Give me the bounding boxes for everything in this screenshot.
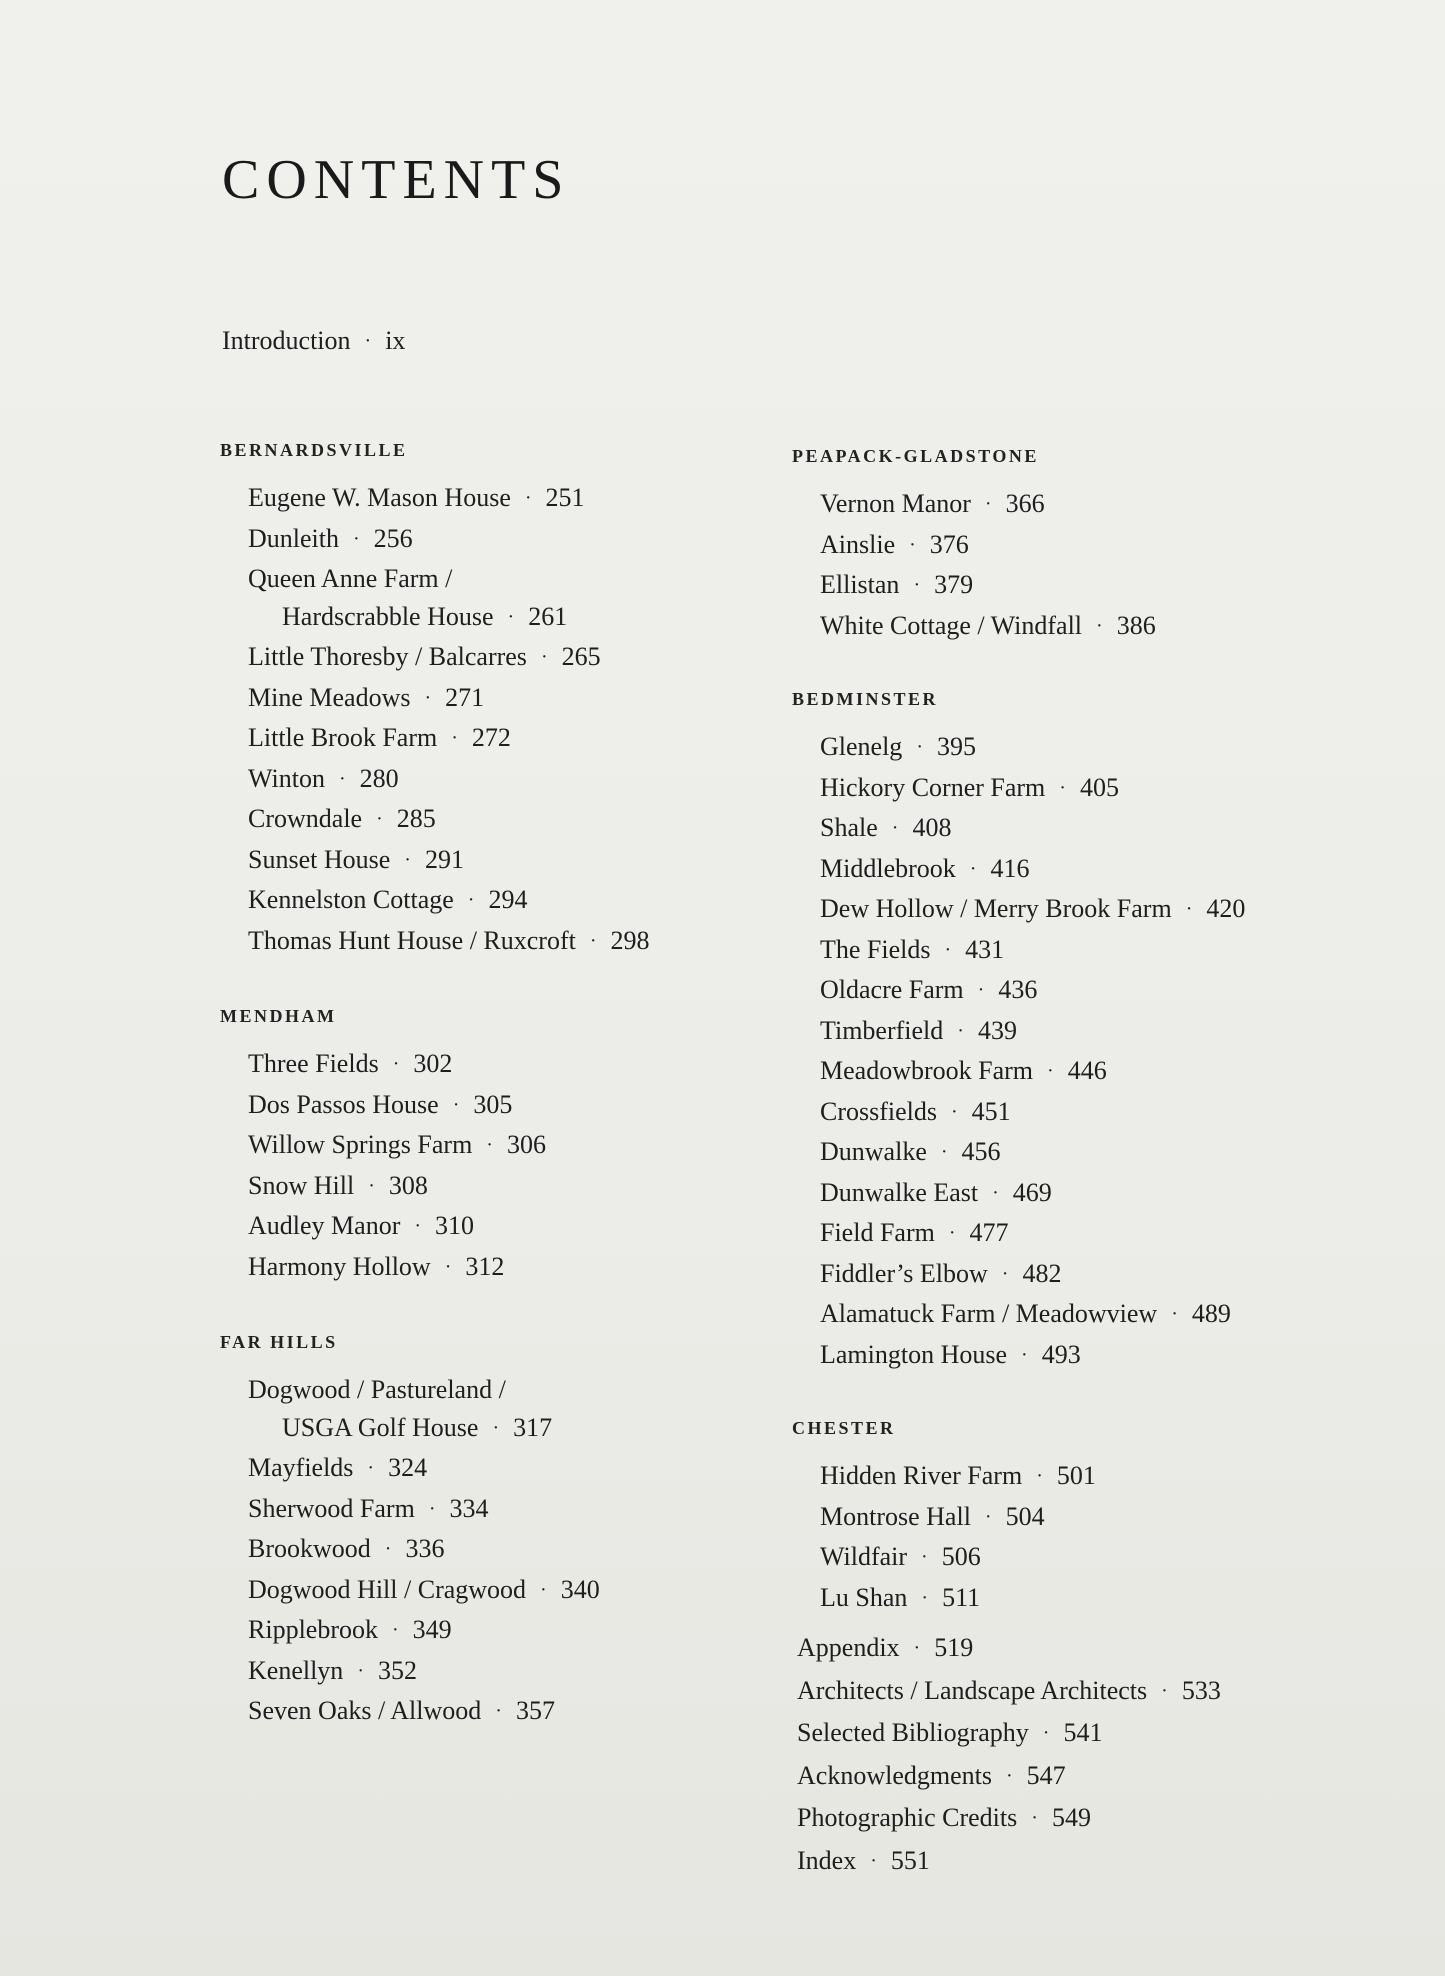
entry-label: Hidden River Farm: [820, 1461, 1023, 1490]
entry-label: Three Fields: [248, 1049, 379, 1078]
entry-page: 272: [471, 723, 511, 752]
separator-dot: ·: [921, 1546, 928, 1568]
section-heading: PEAPACK-GLADSTONE: [792, 446, 1039, 466]
toc-entry: [248, 1652, 778, 1693]
separator-dot: ·: [384, 1538, 392, 1560]
entry-label: Architects / Landscape Architects: [797, 1675, 1148, 1705]
separator-dot: ·: [913, 1637, 921, 1659]
section-heading: BEDMINSTER: [792, 689, 939, 709]
entry-label: Ainslie: [820, 529, 896, 559]
section-heading: MENDHAM: [220, 1006, 337, 1026]
toc-entry: [797, 1713, 1221, 1756]
entry-page: 519: [934, 1633, 974, 1662]
entry-page: 298: [610, 925, 650, 955]
separator-dot: ·: [368, 1174, 375, 1197]
section-heading: CHESTER: [792, 1418, 896, 1438]
toc-entry: [820, 1214, 1390, 1255]
entry-label: Lamington House: [820, 1339, 1008, 1369]
entry-list: [218, 479, 778, 962]
entry-page: 549: [1051, 1803, 1091, 1832]
toc-entry: [820, 526, 1390, 567]
separator-dot: ·: [1042, 1722, 1050, 1744]
separator-dot: ·: [357, 1659, 364, 1682]
entry-label: Field Farm: [820, 1218, 935, 1247]
separator-dot: ·: [353, 527, 360, 550]
entry-page: 324: [388, 1453, 428, 1482]
separator-dot: ·: [1001, 1262, 1009, 1285]
entry-label: Appendix: [797, 1633, 900, 1662]
toc-entry: [248, 1692, 778, 1733]
separator-dot: ·: [367, 1457, 375, 1479]
entry-page: 317: [513, 1412, 553, 1442]
entry-page: 451: [971, 1096, 1011, 1126]
entry-label: Ripplebrook: [248, 1615, 378, 1644]
separator-dot: ·: [916, 736, 923, 758]
entry-page: 312: [465, 1251, 505, 1281]
separator-dot: ·: [957, 1019, 964, 1042]
entry-label: Mayfields: [248, 1453, 354, 1482]
entry-page: 511: [942, 1582, 981, 1612]
entry-page: 551: [890, 1845, 930, 1875]
toc-entry: [820, 1295, 1390, 1336]
separator-dot: ·: [364, 330, 372, 352]
entry-page: 302: [413, 1049, 453, 1078]
entry-page: 501: [1056, 1461, 1096, 1490]
entry-label: Shale: [820, 813, 878, 842]
toc-entry: [820, 566, 1390, 607]
toc-entry: [820, 809, 1390, 850]
entry-page: 416: [990, 853, 1030, 883]
entry-label: Snow Hill: [248, 1170, 355, 1200]
separator-dot: ·: [392, 1053, 400, 1075]
toc-entry: [797, 1671, 1221, 1714]
entry-page: 489: [1191, 1299, 1231, 1328]
entry-label: Alamatuck Farm / Meadowview: [820, 1299, 1158, 1328]
separator-dot: ·: [944, 938, 952, 961]
separator-dot: ·: [428, 1497, 436, 1520]
separator-dot: ·: [444, 1255, 452, 1278]
separator-dot: ·: [1005, 1764, 1013, 1787]
separator-dot: ·: [1171, 1303, 1178, 1325]
separator-dot: ·: [1031, 1807, 1038, 1829]
right-column: [790, 446, 1390, 1619]
toc-entry: [248, 760, 778, 801]
toc-entry: [797, 1628, 1221, 1671]
entry-page: 405: [1079, 772, 1119, 802]
toc-entry: [248, 479, 778, 520]
page-title: CONTENTS: [222, 149, 571, 211]
toc-entry: [797, 1756, 1221, 1799]
toc-entry: [820, 1012, 1390, 1053]
entry-page: 340: [560, 1574, 600, 1604]
entry-label: Hickory Corner Farm: [820, 772, 1046, 802]
entry-label: Dunwalke East: [820, 1177, 979, 1207]
entry-page: 446: [1067, 1056, 1107, 1085]
entry-label-line2: Hardscrabble House: [282, 601, 494, 631]
toc-entry: [820, 1052, 1390, 1093]
toc-entry: [248, 1248, 778, 1289]
entry-label: Oldacre Farm: [820, 975, 964, 1004]
separator-dot: ·: [948, 1222, 956, 1244]
toc-entry: [820, 1174, 1390, 1215]
entry-page: 251: [545, 483, 585, 512]
entry-label: Middlebrook: [820, 853, 956, 883]
entry-label: Index: [797, 1845, 857, 1875]
toc-entry: [820, 769, 1390, 810]
entry-label: Winton: [248, 763, 325, 793]
separator-dot: ·: [1161, 1679, 1168, 1702]
entry-page: 431: [965, 934, 1005, 964]
backmatter-list: [797, 1628, 1221, 1883]
separator-dot: ·: [1185, 898, 1193, 920]
section: [218, 440, 778, 962]
entry-list: [218, 1371, 778, 1733]
entry-page: 357: [515, 1696, 555, 1725]
toc-entry: [248, 638, 778, 679]
separator-dot: ·: [486, 1134, 493, 1156]
entry-page: 439: [977, 1015, 1017, 1045]
entry-page: 261: [528, 601, 568, 631]
section-heading: BERNARDSVILLE: [220, 440, 408, 460]
separator-dot: ·: [977, 979, 985, 1001]
section: [218, 1332, 778, 1733]
entry-label-continuation: [248, 598, 778, 639]
separator-dot: ·: [984, 493, 992, 515]
entry-label-continuation: [248, 1409, 778, 1450]
entry-label: Introduction: [222, 326, 351, 355]
toc-entry: [248, 841, 778, 882]
entry-page: 291: [424, 844, 464, 874]
entry-label: Montrose Hall: [820, 1501, 971, 1531]
entry-page: 280: [359, 763, 399, 793]
entry-page: 294: [488, 885, 528, 914]
entry-page: 482: [1022, 1258, 1062, 1288]
entry-label: Seven Oaks / Allwood: [248, 1696, 482, 1725]
toc-entry: [820, 1457, 1390, 1498]
section: [790, 1418, 1390, 1619]
entry-page: 547: [1026, 1760, 1066, 1790]
entry-page: 352: [377, 1655, 417, 1685]
entry-page: 308: [388, 1170, 428, 1200]
separator-dot: ·: [870, 1849, 877, 1872]
entry-list: [790, 1457, 1390, 1619]
separator-dot: ·: [951, 1100, 958, 1123]
toc-entry: [820, 971, 1390, 1012]
separator-dot: ·: [492, 1416, 500, 1439]
toc-entry: [248, 719, 778, 760]
entry-label: Dunwalke: [820, 1137, 927, 1166]
entry-label-line2: USGA Golf House: [282, 1412, 479, 1442]
entry-page: 504: [1005, 1501, 1045, 1531]
entry-label: Dogwood Hill / Cragwood: [248, 1574, 527, 1604]
entry-label: Vernon Manor: [820, 489, 971, 518]
entry-page: 379: [934, 570, 974, 599]
separator-dot: ·: [507, 605, 515, 628]
entry-list: [790, 728, 1390, 1376]
left-column: [218, 440, 778, 1733]
separator-dot: ·: [891, 817, 899, 839]
separator-dot: ·: [1096, 614, 1103, 637]
toc-entry: [248, 881, 778, 922]
entry-page: 493: [1041, 1339, 1081, 1369]
entry-page: 349: [412, 1615, 452, 1644]
entry-label: Queen Anne Farm /: [248, 564, 453, 593]
separator-dot: ·: [404, 848, 411, 871]
toc-entry: [248, 1167, 778, 1208]
entry-page: 366: [1005, 489, 1045, 518]
entry-label: Mine Meadows: [248, 682, 411, 712]
toc-entry: [248, 679, 778, 720]
separator-dot: ·: [451, 727, 458, 749]
entry-label: Crowndale: [248, 804, 363, 833]
entry-page: 310: [435, 1211, 475, 1240]
toc-entry: [820, 1538, 1390, 1579]
toc-entry: [820, 1255, 1390, 1296]
toc-entry: [820, 728, 1390, 769]
entry-label: Dogwood / Pastureland /: [248, 1375, 506, 1404]
toc-entry: [797, 1841, 1221, 1884]
entry-page: 506: [941, 1542, 981, 1571]
entry-page: 477: [969, 1218, 1009, 1247]
toc-entry: [820, 931, 1390, 972]
entry-page: 336: [405, 1534, 445, 1563]
toc-entry-introduction: [222, 322, 405, 363]
separator-dot: ·: [589, 929, 597, 952]
separator-dot: ·: [1047, 1060, 1054, 1082]
entry-label: Photographic Credits: [797, 1803, 1018, 1832]
toc-entry: [820, 485, 1390, 526]
toc-entry: [248, 800, 778, 841]
entry-label: Thomas Hunt House / Ruxcroft: [248, 925, 576, 955]
entry-label: Selected Bibliography: [797, 1718, 1029, 1747]
entry-page: 376: [929, 529, 969, 559]
toc-entry: [820, 890, 1390, 931]
toc-entry: [820, 1093, 1390, 1134]
entry-page: 456: [961, 1137, 1001, 1166]
entry-page: 420: [1206, 894, 1246, 923]
entry-label: White Cottage / Windfall: [820, 610, 1083, 640]
toc-entry: [248, 1126, 778, 1167]
entry-page: 408: [912, 813, 952, 842]
section: [790, 689, 1390, 1376]
toc-entry: [248, 1530, 778, 1571]
toc-entry: [797, 1798, 1221, 1841]
entry-page: 256: [373, 523, 413, 553]
toc-entry: [820, 850, 1390, 891]
entry-page: 265: [561, 642, 601, 671]
entry-label: Brookwood: [248, 1534, 371, 1563]
separator-dot: ·: [1059, 776, 1066, 799]
separator-dot: ·: [909, 533, 916, 556]
entry-page: 436: [998, 975, 1038, 1004]
entry-label: Ellistan: [820, 570, 900, 599]
toc-entry: [820, 1133, 1390, 1174]
entry-page: 285: [396, 804, 436, 833]
toc-entry: [248, 922, 778, 963]
separator-dot: ·: [338, 767, 346, 790]
toc-entry: [248, 1449, 778, 1490]
entry-label: Little Brook Farm: [248, 723, 438, 752]
entry-label: Dos Passos House: [248, 1089, 439, 1119]
section-heading: FAR HILLS: [220, 1332, 338, 1352]
toc-entry: [248, 1571, 778, 1612]
entry-label: Kennelston Cottage: [248, 885, 454, 914]
entry-label: Little Thoresby / Balcarres: [248, 642, 527, 671]
toc-entry: [248, 560, 778, 638]
separator-dot: ·: [913, 574, 921, 596]
entry-label: Sunset House: [248, 844, 391, 874]
separator-dot: ·: [540, 646, 548, 668]
separator-dot: ·: [524, 487, 532, 509]
separator-dot: ·: [414, 1215, 422, 1237]
section: [218, 1006, 778, 1288]
separator-dot: ·: [940, 1141, 948, 1163]
separator-dot: ·: [992, 1181, 999, 1204]
toc-entry: [820, 607, 1390, 648]
separator-dot: ·: [540, 1578, 547, 1601]
entry-list: [218, 1045, 778, 1288]
entry-label: Willow Springs Farm: [248, 1130, 473, 1159]
toc-entry: [820, 1498, 1390, 1539]
entry-label: Timberfield: [820, 1015, 944, 1045]
entry-page: 334: [449, 1493, 489, 1523]
separator-dot: ·: [969, 857, 977, 880]
toc-entry: [248, 1086, 778, 1127]
entry-list: [790, 485, 1390, 647]
entry-label: Acknowledgments: [797, 1760, 992, 1790]
separator-dot: ·: [467, 889, 475, 911]
entry-label: Kenellyn: [248, 1655, 344, 1685]
entry-label: Glenelg: [820, 732, 903, 761]
entry-page: 395: [936, 732, 976, 761]
entry-label: Fiddler’s Elbow: [820, 1258, 988, 1288]
entry-label: Dew Hollow / Merry Brook Farm: [820, 894, 1172, 923]
toc-entry: [248, 1371, 778, 1449]
entry-label: Meadowbrook Farm: [820, 1056, 1034, 1085]
entry-page: 469: [1012, 1177, 1052, 1207]
toc-entry: [820, 1336, 1390, 1377]
separator-dot: ·: [424, 686, 432, 709]
entry-label: Eugene W. Mason House: [248, 483, 511, 512]
separator-dot: ·: [495, 1700, 502, 1722]
separator-dot: ·: [1021, 1343, 1028, 1366]
toc-entry: [248, 1490, 778, 1531]
separator-dot: ·: [392, 1619, 399, 1641]
separator-dot: ·: [376, 808, 383, 830]
entry-page: 305: [473, 1089, 513, 1119]
entry-label: The Fields: [820, 934, 931, 964]
section: [790, 446, 1390, 647]
entry-page: 271: [445, 682, 485, 712]
separator-dot: ·: [984, 1505, 992, 1528]
toc-entry: [248, 520, 778, 561]
entry-label: Audley Manor: [248, 1211, 401, 1240]
entry-page: 306: [506, 1130, 546, 1159]
entry-page: ix: [385, 326, 406, 355]
entry-label: Lu Shan: [820, 1582, 908, 1612]
entry-page: 386: [1116, 610, 1156, 640]
toc-entry: [820, 1579, 1390, 1620]
toc-entry: [248, 1045, 778, 1086]
separator-dot: ·: [921, 1586, 929, 1609]
entry-label: Dunleith: [248, 523, 339, 553]
entry-label: Sherwood Farm: [248, 1493, 415, 1523]
entry-page: 533: [1181, 1675, 1221, 1705]
separator-dot: ·: [1036, 1465, 1043, 1487]
toc-entry: [248, 1207, 778, 1248]
entry-label: Wildfair: [820, 1542, 908, 1571]
entry-page: 541: [1063, 1718, 1103, 1747]
toc-entry: [248, 1611, 778, 1652]
entry-label: Harmony Hollow: [248, 1251, 431, 1281]
entry-label: Crossfields: [820, 1096, 937, 1126]
separator-dot: ·: [452, 1093, 460, 1116]
